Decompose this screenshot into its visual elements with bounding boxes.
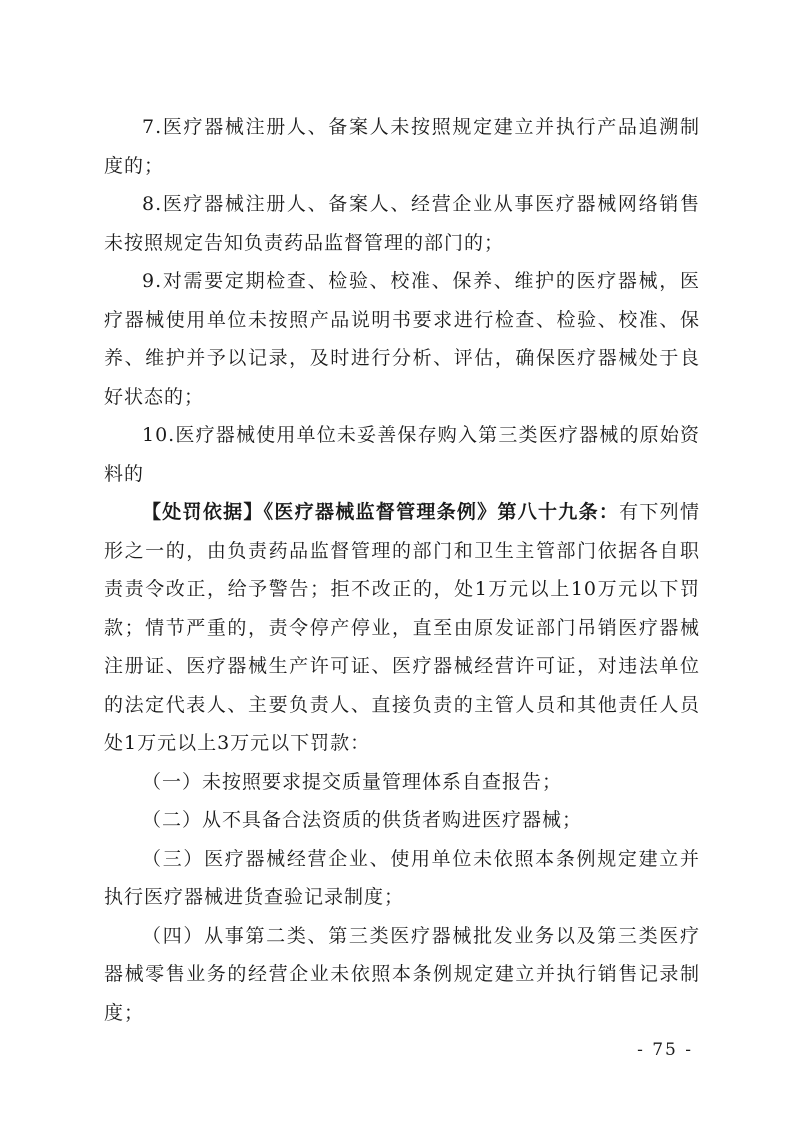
penalty-basis-paragraph xyxy=(104,493,700,763)
list-item: 7.医疗器械注册人、备案人未按照规定建立并执行产品追溯制度的； xyxy=(104,116,700,177)
article-number: 第八十九条： xyxy=(497,501,620,523)
list-item: 10.医疗器械使用单位未妥善保存购入第三类医疗器械的原始资料的 xyxy=(104,424,700,485)
law-title: 《医疗器械监督管理条例》 xyxy=(263,501,498,523)
clause-item: （一）未按照要求提交质量管理体系自查报告； xyxy=(142,770,563,793)
page-number: - 75 - xyxy=(637,1040,693,1060)
clause-item: （三）医疗器械经营企业、使用单位未依照本条例规定建立并执行医疗器械进货查验记录制度； xyxy=(104,847,700,908)
clause-item: （四）从事第二类、第三类医疗器械批发业务以及第三类医疗器械零售业务的经营企业未依照本条例规定建立并执行销售记录制度； xyxy=(104,924,700,1024)
clause-item: （二）从不具备合法资质的供货者购进医疗器械； xyxy=(142,809,583,831)
list-item: 8.医疗器械注册人、备案人、经营企业从事医疗器械网络销售未按照规定告知负责药品监督管理的部门的； xyxy=(104,193,700,254)
document-body xyxy=(104,108,700,1032)
penalty-basis-label: 【处罚依据】 xyxy=(142,501,264,523)
penalty-basis-text: 有下列情形之一的，由负责药品监督管理的部门和卫生主管部门依据各自职责责令改正，给予警告；拒不改正的，处1万元以上10万元以下罚款；情节严重的，责令停产停业，直至由原发证部门吊销医疗器械注册证、医疗器械生产许可证、医疗器械经营许可证，对违法单位的法定代表人、主要负责人、直接负责的主管人员和其他责任人员处1万元以上3万元以下罚款： xyxy=(104,501,700,754)
list-item: 9.对需要定期检查、检验、校准、保养、维护的医疗器械，医疗器械使用单位未按照产品说明书要求进行检查、检验、校准、保养、维护并予以记录，及时进行分析、评估，确保医疗器械处于良好状态的； xyxy=(104,270,700,408)
